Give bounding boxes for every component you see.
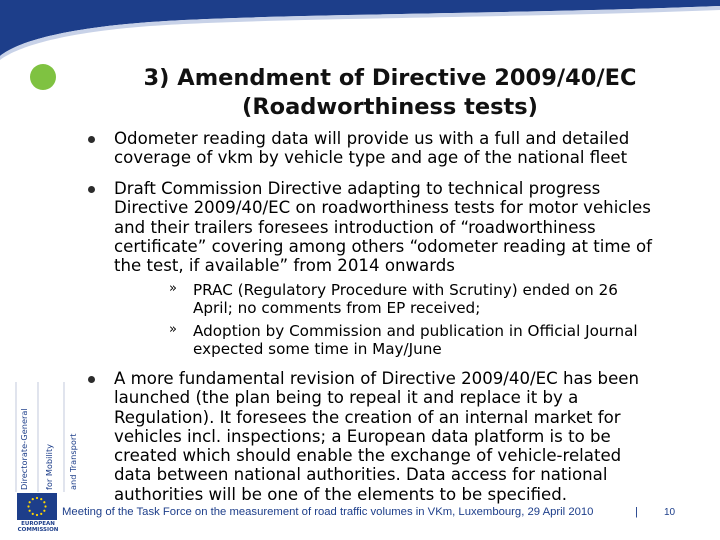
logo-caption-line-1: EUROPEAN	[21, 521, 55, 527]
bullet-line: Draft Commission Directive adapting to technical progress	[114, 179, 601, 198]
bullet-fundamental-revision	[114, 369, 639, 504]
bullet-dot-icon	[88, 376, 95, 383]
eu-star-icon	[36, 514, 38, 516]
sub-bullet-adoption	[169, 322, 638, 358]
bullet-line: and their trailers foresees introduction of “roadworthiness	[114, 217, 596, 237]
eu-star-icon	[44, 505, 46, 507]
title-line-1: 3) Amendment of Directive 2009/40/EC	[143, 65, 637, 91]
sub-bullet-line: PRAC (Regulatory Procedure with Scrutiny) ended on 26	[193, 281, 618, 299]
footer-meeting-text: Meeting of the Task Force on the measurement of road traffic volumes in VKm, Luxembourg, 29 April 2010	[62, 506, 594, 518]
eu-star-icon	[27, 505, 29, 507]
european-commission-caption	[13, 521, 63, 533]
dg-mobility-transport-label	[14, 382, 80, 492]
dg-text-line-1: Directorate-General	[19, 408, 29, 490]
bullet-line: launched (the plan being to repeal it and replace it by a	[114, 388, 579, 408]
eu-star-icon	[32, 498, 34, 500]
sub-bullet-arrow-icon: »	[169, 281, 177, 296]
bullet-line: authorities will be one of the elements to be specified.	[114, 484, 568, 504]
header-swoosh	[0, 0, 720, 60]
bullet-line: Odometer reading data will provide us with a full and detailed	[114, 129, 630, 148]
slide-title	[100, 64, 680, 122]
eu-star-icon	[40, 498, 42, 500]
footer-separator: |	[635, 506, 638, 518]
bullet-line: coverage of vkm by vehicle type and age of the national fleet	[114, 148, 628, 168]
title-line-2: (Roadworthiness tests)	[242, 94, 538, 120]
dg-text-line-3: and Transport	[68, 433, 78, 490]
eu-star-icon	[40, 513, 42, 515]
bullet-dot-icon	[88, 186, 95, 193]
bullet-dot-icon	[88, 136, 95, 143]
dg-text-line-2: for Mobility	[44, 443, 54, 490]
eu-star-icon	[43, 501, 45, 503]
sub-bullet-prac	[169, 281, 618, 317]
sub-bullet-line: April; no comments from EP received;	[193, 299, 481, 317]
bullet-line: certificate” covering among others “odometer reading at time of	[114, 236, 653, 256]
eu-flag-logo	[17, 493, 57, 520]
sub-bullet-arrow-icon: »	[169, 322, 177, 337]
sub-bullet-line: Adoption by Commission and publication in Official Journal	[193, 322, 638, 340]
bullet-line: created which should enable the exchange of vehicle-related	[114, 446, 622, 466]
eu-star-icon	[29, 501, 31, 503]
logo-caption-line-2: COMMISSION	[17, 527, 59, 533]
eu-star-icon	[32, 513, 34, 515]
eu-star-icon	[36, 497, 38, 499]
bullet-line: Directive 2009/40/EC on roadworthiness tests for motor vehicles	[114, 198, 651, 218]
bullet-line: A more fundamental revision of Directive 2009/40/EC has been	[114, 369, 640, 388]
bullet-line: data between national authorities. Data access for national	[114, 465, 608, 485]
bullet-line: vehicles incl. inspections; a European data platform is to be	[114, 426, 611, 446]
bullet-line: the test, if available” from 2014 onwards	[114, 256, 455, 276]
eu-star-icon	[43, 510, 45, 512]
bullet-line: Regulation). It foresees the creation of an internal market for	[114, 407, 621, 427]
sub-bullet-line: expected some time in May/June	[193, 340, 442, 358]
eu-star-icon	[29, 510, 31, 512]
page-number: 10	[664, 507, 676, 518]
bullet-odometer	[114, 129, 629, 168]
bullet-draft-directive	[114, 179, 652, 275]
title-bullet-icon	[30, 64, 56, 90]
